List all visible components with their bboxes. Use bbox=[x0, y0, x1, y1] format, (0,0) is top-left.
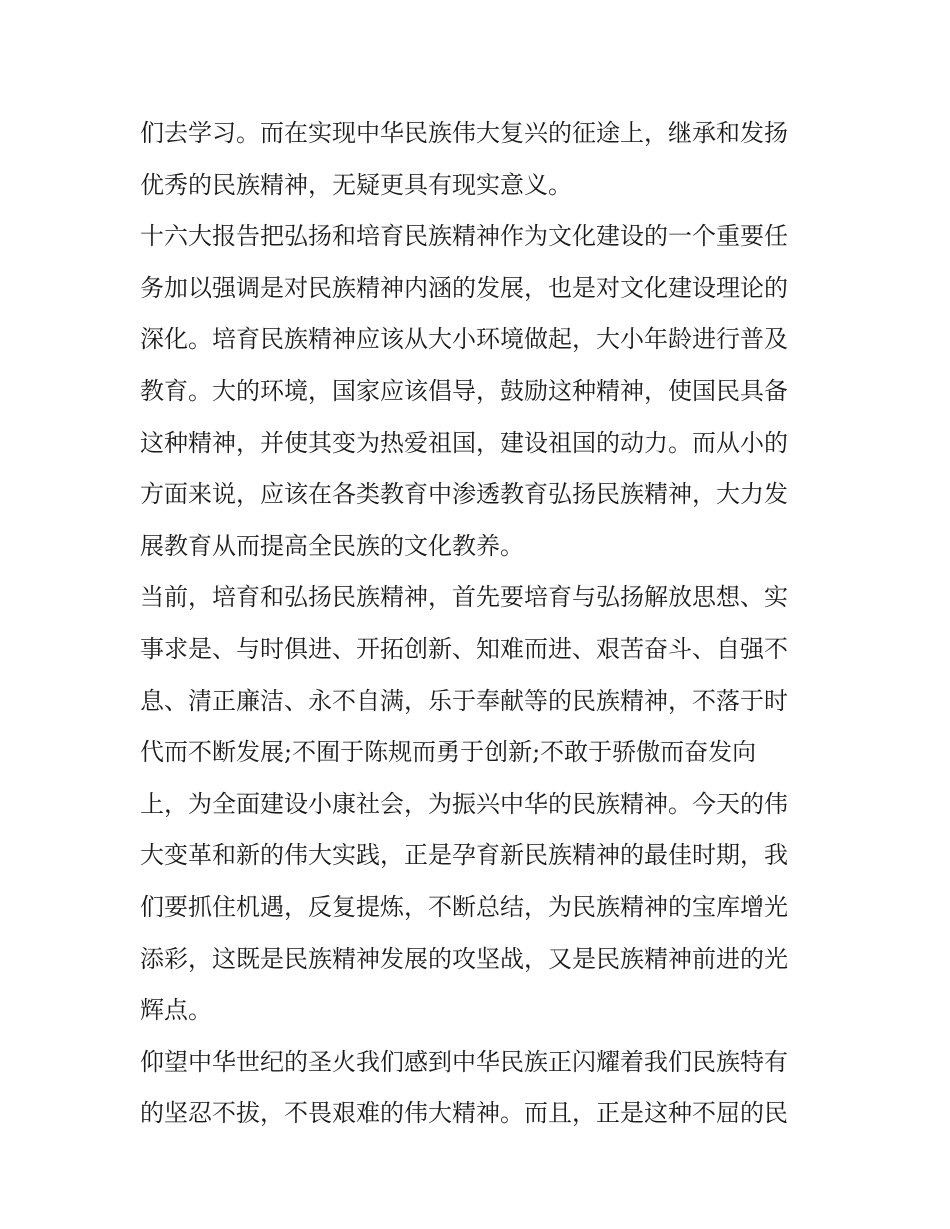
body-text bbox=[140, 108, 820, 1140]
text-line: 展教育从而提高全民族的文化教养。 bbox=[140, 531, 524, 560]
text-line: 添彩，这既是民族精神发展的攻坚战，又是民族精神前进的光 bbox=[140, 944, 788, 973]
text-line: 当前，培育和弘扬民族精神，首先要培育与弘扬解放思想、实 bbox=[140, 583, 788, 612]
text-line: 这种精神，并使其变为热爱祖国，建设祖国的动力。而从小的 bbox=[140, 428, 788, 457]
text-line: 的坚忍不拔，不畏艰难的伟大精神。而且，正是这种不屈的民 bbox=[140, 1099, 788, 1128]
text-line: 教育。大的环境，国家应该倡导，鼓励这种精神，使国民具备 bbox=[140, 376, 788, 405]
text-line: 务加以强调是对民族精神内涵的发展，也是对文化建设理论的 bbox=[140, 273, 788, 302]
text-line: 辉点。 bbox=[140, 996, 212, 1025]
text-line: 深化。培育民族精神应该从大小环境做起，大小年龄进行普及 bbox=[140, 325, 788, 354]
text-line: 代而不断发展;不囿于陈规而勇于创新;不敢于骄傲而奋发向 bbox=[140, 738, 757, 767]
text-line: 优秀的民族精神，无疑更具有现实意义。 bbox=[140, 170, 572, 199]
text-line: 息、清正廉洁、永不自满，乐于奉献等的民族精神，不落于时 bbox=[140, 686, 788, 715]
text-line: 上，为全面建设小康社会，为振兴中华的民族精神。今天的伟 bbox=[140, 789, 788, 818]
text-line: 十六大报告把弘扬和培育民族精神作为文化建设的一个重要任 bbox=[140, 222, 788, 251]
text-line: 大变革和新的伟大实践，正是孕育新民族精神的最佳时期，我 bbox=[140, 841, 788, 870]
text-line: 仰望中华世纪的圣火我们感到中华民族正闪耀着我们民族特有 bbox=[140, 1047, 788, 1076]
text-line: 事求是、与时俱进、开拓创新、知难而进、艰苦奋斗、自强不 bbox=[140, 634, 788, 663]
text-line: 们去学习。而在实现中华民族伟大复兴的征途上，继承和发扬 bbox=[140, 119, 788, 147]
text-line: 们要抓住机遇，反复提炼，不断总结，为民族精神的宝库增光 bbox=[140, 892, 788, 921]
text-line: 方面来说，应该在各类教育中渗透教育弘扬民族精神，大力发 bbox=[140, 480, 788, 509]
